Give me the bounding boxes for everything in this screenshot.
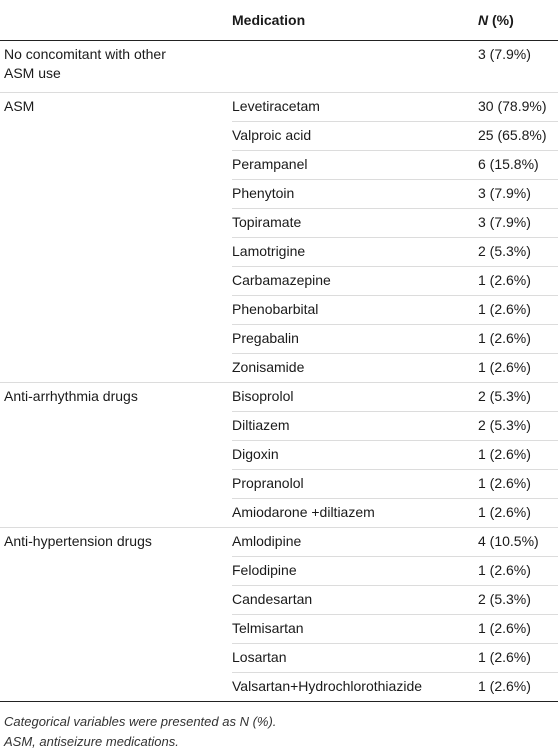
table-row	[0, 557, 558, 586]
row-medication: Phenobarbital	[232, 296, 478, 325]
row-category	[0, 325, 232, 354]
row-value: 3 (7.9%)	[478, 41, 558, 93]
row-value: 1 (2.6%)	[478, 557, 558, 586]
row-value: 1 (2.6%)	[478, 499, 558, 528]
header-n: N	[478, 12, 489, 28]
table-row	[0, 325, 558, 354]
row-category	[0, 412, 232, 441]
table-row	[0, 470, 558, 499]
row-value: 2 (5.3%)	[478, 238, 558, 267]
row-medication: Losartan	[232, 644, 478, 673]
row-medication: Candesartan	[232, 586, 478, 615]
table-row	[0, 354, 558, 383]
table-row	[0, 41, 558, 93]
row-medication: Bisoprolol	[232, 383, 478, 412]
row-medication: Perampanel	[232, 151, 478, 180]
table-row	[0, 499, 558, 528]
header-n-percent	[478, 0, 558, 41]
row-value: 2 (5.3%)	[478, 383, 558, 412]
row-category	[0, 354, 232, 383]
table-row	[0, 644, 558, 673]
row-category	[0, 441, 232, 470]
footnote-1: Categorical variables were presented as N (%).	[4, 714, 277, 729]
row-category	[0, 209, 232, 238]
row-value: 1 (2.6%)	[478, 644, 558, 673]
row-value: 1 (2.6%)	[478, 673, 558, 702]
table-row	[0, 151, 558, 180]
table-row	[0, 528, 558, 557]
row-value: 1 (2.6%)	[478, 267, 558, 296]
row-value: 30 (78.9%)	[478, 93, 558, 122]
row-category	[0, 644, 232, 673]
header-pct: (%)	[488, 12, 514, 28]
row-medication: Diltiazem	[232, 412, 478, 441]
row-category	[0, 557, 232, 586]
row-category	[0, 586, 232, 615]
table-row	[0, 615, 558, 644]
row-medication: Valproic acid	[232, 122, 478, 151]
table-row	[0, 93, 558, 122]
row-medication: Levetiracetam	[232, 93, 478, 122]
row-value: 1 (2.6%)	[478, 615, 558, 644]
header-category	[0, 0, 232, 41]
row-category	[0, 238, 232, 267]
row-category: ASM	[4, 98, 35, 114]
table-row	[0, 412, 558, 441]
row-category	[0, 499, 232, 528]
table-row	[0, 209, 558, 238]
table-row	[0, 383, 558, 412]
row-medication: Digoxin	[232, 441, 478, 470]
row-category: Anti-hypertension drugs	[4, 533, 152, 549]
row-medication: Zonisamide	[232, 354, 478, 383]
header-medication: Medication	[232, 0, 478, 41]
row-value: 3 (7.9%)	[478, 180, 558, 209]
row-value: 1 (2.6%)	[478, 441, 558, 470]
row-medication: Telmisartan	[232, 615, 478, 644]
row-category: Anti-arrhythmia drugs	[4, 388, 138, 404]
row-medication: Amiodarone +diltiazem	[232, 499, 478, 528]
row-category	[0, 267, 232, 296]
row-medication: Valsartan+Hydrochlorothiazide	[232, 673, 478, 702]
row-value: 6 (15.8%)	[478, 151, 558, 180]
table-body	[0, 41, 558, 702]
row-value: 2 (5.3%)	[478, 586, 558, 615]
table-row	[0, 673, 558, 702]
row-category	[0, 122, 232, 151]
row-category	[0, 180, 232, 209]
row-value: 1 (2.6%)	[478, 354, 558, 383]
table-row	[0, 122, 558, 151]
row-category	[0, 470, 232, 499]
row-medication: Carbamazepine	[232, 267, 478, 296]
row-value: 1 (2.6%)	[478, 325, 558, 354]
row-value: 1 (2.6%)	[478, 296, 558, 325]
footnote-2: ASM, antiseizure medications.	[4, 734, 179, 749]
row-category	[0, 615, 232, 644]
table-row	[0, 586, 558, 615]
table-row	[0, 441, 558, 470]
row-medication	[232, 41, 478, 93]
table-row	[0, 267, 558, 296]
row-medication: Amlodipine	[232, 528, 478, 557]
table-row	[0, 296, 558, 325]
table-row	[0, 238, 558, 267]
row-category	[0, 296, 232, 325]
table-header-row	[0, 0, 558, 41]
row-medication: Lamotrigine	[232, 238, 478, 267]
table-row	[0, 180, 558, 209]
row-value: 1 (2.6%)	[478, 470, 558, 499]
row-category	[0, 151, 232, 180]
row-category: No concomitant with other ASM use	[0, 41, 232, 93]
row-value: 4 (10.5%)	[478, 528, 558, 557]
row-medication: Propranolol	[232, 470, 478, 499]
row-value: 3 (7.9%)	[478, 209, 558, 238]
table-footnotes	[0, 712, 558, 752]
row-medication: Pregabalin	[232, 325, 478, 354]
row-category	[0, 673, 232, 702]
row-medication: Felodipine	[232, 557, 478, 586]
row-value: 25 (65.8%)	[478, 122, 558, 151]
row-value: 2 (5.3%)	[478, 412, 558, 441]
row-medication: Phenytoin	[232, 180, 478, 209]
row-medication: Topiramate	[232, 209, 478, 238]
